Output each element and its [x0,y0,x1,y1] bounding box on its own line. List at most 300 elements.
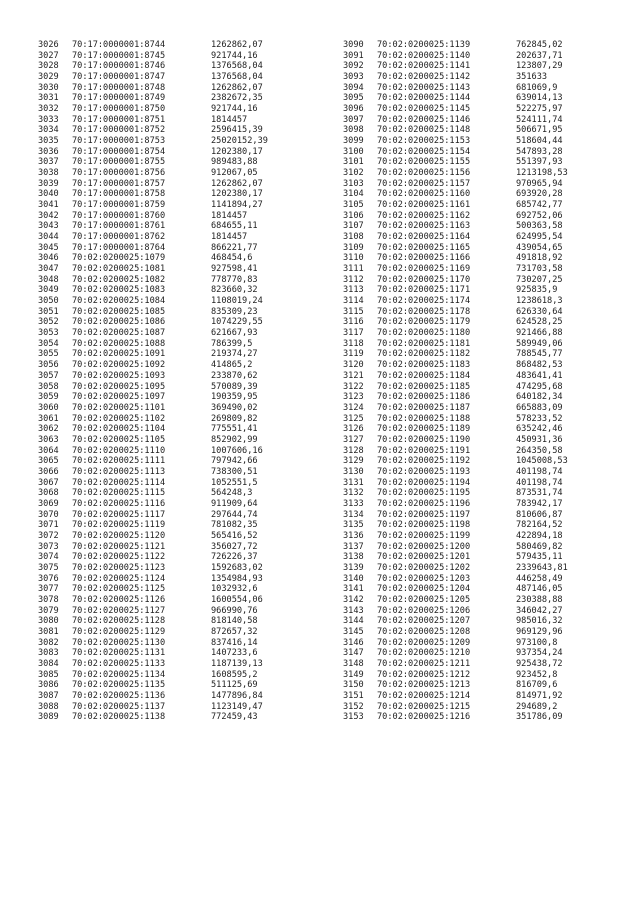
table-row [343,147,613,158]
table-row [38,83,308,94]
cadastral-value: 564248,3 [211,488,253,499]
cadastral-number: 70:02:0200025:1169 [377,264,471,275]
cadastral-number: 70:02:0200025:1128 [72,616,166,627]
cadastral-value: 925438,72 [516,658,563,669]
table-row [343,83,613,94]
cadastral-number: 70:02:0200025:1146 [377,114,471,125]
cadastral-value: 202637,71 [516,50,563,61]
row-number: 3072 [38,530,59,541]
row-number: 3080 [38,616,59,627]
table-row [343,659,613,670]
table-row [38,125,308,136]
table-row [38,168,308,179]
cadastral-value: 693920,28 [516,189,563,200]
row-number: 3054 [38,338,59,349]
cadastral-number: 70:02:0200025:1198 [377,520,471,531]
cadastral-number: 70:02:0200025:1140 [377,50,471,61]
table-row [343,574,613,585]
table-row [343,125,613,136]
cadastral-number: 70:17:0000001:8751 [72,114,166,125]
row-number: 3127 [343,434,364,445]
cadastral-value: 835309,23 [211,306,258,317]
row-number: 3093 [343,72,364,83]
cadastral-value: 1592683,02 [211,562,263,573]
cadastral-number: 70:02:0200025:1088 [72,338,166,349]
row-number: 3075 [38,562,59,573]
row-number: 3128 [343,445,364,456]
cadastral-value: 446258,49 [516,573,563,584]
cadastral-number: 70:02:0200025:1097 [72,392,166,403]
row-number: 3031 [38,93,59,104]
cadastral-value: 401198,74 [516,466,563,477]
cadastral-value: 269809,82 [211,413,258,424]
cadastral-value: 401198,74 [516,477,563,488]
row-number: 3111 [343,264,364,275]
cadastral-number: 70:17:0000001:8752 [72,125,166,136]
cadastral-value: 823660,32 [211,285,258,296]
table-row [343,93,613,104]
cadastral-number: 70:02:0200025:1095 [72,381,166,392]
cadastral-number: 70:02:0200025:1205 [377,594,471,605]
cadastral-value: 966990,76 [211,605,258,616]
row-number: 3028 [38,61,59,72]
table-row [38,51,308,62]
cadastral-number: 70:02:0200025:1209 [377,637,471,648]
row-number: 3055 [38,349,59,360]
table-row [38,712,308,723]
row-number: 3140 [343,573,364,584]
table-row [343,371,613,382]
table-row [343,211,613,222]
cadastral-value: 524111,74 [516,114,563,125]
table-row [343,221,613,232]
cadastral-number: 70:17:0000001:8750 [72,104,166,115]
cadastral-number: 70:02:0200025:1133 [72,658,166,669]
table-row [343,627,613,638]
cadastral-number: 70:02:0200025:1181 [377,338,471,349]
cadastral-value: 1600554,06 [211,594,263,605]
cadastral-value: 818140,58 [211,616,258,627]
cadastral-value: 580469,82 [516,541,563,552]
cadastral-value: 692752,06 [516,210,563,221]
row-number: 3151 [343,690,364,701]
row-number: 3053 [38,328,59,339]
table-row [38,691,308,702]
table-row [343,360,613,371]
row-number: 3129 [343,456,364,467]
cadastral-number: 70:02:0200025:1138 [72,712,166,723]
row-number: 3124 [343,402,364,413]
table-row [343,552,613,563]
cadastral-value: 1007606,16 [211,445,263,456]
row-number: 3048 [38,274,59,285]
cadastral-number: 70:17:0000001:8754 [72,146,166,157]
cadastral-value: 506671,95 [516,125,563,136]
row-number: 3042 [38,210,59,221]
cadastral-number: 70:02:0200025:1091 [72,349,166,360]
table-row [343,72,613,83]
cadastral-value: 969129,96 [516,626,563,637]
table-row [38,563,308,574]
row-number: 3062 [38,424,59,435]
row-number: 3110 [343,253,364,264]
row-number: 3078 [38,594,59,605]
cadastral-value: 450931,36 [516,434,563,445]
cadastral-number: 70:02:0200025:1207 [377,616,471,627]
table-row [38,499,308,510]
cadastral-value: 726226,37 [211,552,258,563]
cadastral-value: 624995,54 [516,232,563,243]
cadastral-number: 70:02:0200025:1116 [72,498,166,509]
row-number: 3125 [343,413,364,424]
cadastral-number: 70:02:0200025:1126 [72,594,166,605]
table-row [38,349,308,360]
row-number: 3039 [38,178,59,189]
cadastral-value: 923452,8 [516,669,558,680]
table-row [38,211,308,222]
table-row [343,520,613,531]
cadastral-value: 500363,58 [516,221,563,232]
table-row [343,648,613,659]
cadastral-value: 422894,18 [516,530,563,541]
cadastral-number: 70:02:0200025:1085 [72,306,166,317]
table-row [343,285,613,296]
cadastral-value: 414865,2 [211,360,253,371]
row-number: 3082 [38,637,59,648]
cadastral-number: 70:02:0200025:1148 [377,125,471,136]
row-number: 3130 [343,466,364,477]
cadastral-value: 1074229,55 [211,317,263,328]
row-number: 3103 [343,178,364,189]
row-number: 3045 [38,242,59,253]
table-row [38,189,308,200]
row-number: 3051 [38,306,59,317]
row-number: 3134 [343,509,364,520]
row-number: 3040 [38,189,59,200]
table-row [343,414,613,425]
table-row [38,595,308,606]
table-row [38,659,308,670]
cadastral-value: 351633 [516,72,548,83]
cadastral-number: 70:02:0200025:1211 [377,658,471,669]
cadastral-number: 70:02:0200025:1215 [377,701,471,712]
cadastral-value: 621667,93 [211,328,258,339]
cadastral-value: 873531,74 [516,488,563,499]
table-row [38,40,308,51]
cadastral-value: 626330,64 [516,306,563,317]
cadastral-value: 937354,24 [516,648,563,659]
row-number: 3084 [38,658,59,669]
cadastral-number: 70:02:0200025:1131 [72,648,166,659]
cadastral-number: 70:02:0200025:1136 [72,690,166,701]
table-row [343,478,613,489]
cadastral-number: 70:17:0000001:8744 [72,40,166,50]
row-number: 3144 [343,616,364,627]
table-row [343,531,613,542]
row-number: 3064 [38,445,59,456]
cadastral-number: 70:02:0200025:1193 [377,466,471,477]
table-row [38,414,308,425]
table-row [343,40,613,51]
cadastral-number: 70:02:0200025:1161 [377,200,471,211]
table-row [343,243,613,254]
cadastral-value: 511125,69 [211,680,258,691]
cadastral-number: 70:02:0200025:1163 [377,221,471,232]
table-row [343,392,613,403]
table-row [38,360,308,371]
row-number: 3152 [343,701,364,712]
cadastral-value: 684655,11 [211,221,258,232]
cadastral-value: 788545,77 [516,349,563,360]
table-column-left [38,40,308,723]
cadastral-number: 70:17:0000001:8753 [72,136,166,147]
cadastral-value: 369490,02 [211,402,258,413]
cadastral-number: 70:02:0200025:1164 [377,232,471,243]
cadastral-number: 70:02:0200025:1114 [72,477,166,488]
row-number: 3037 [38,157,59,168]
row-number: 3149 [343,669,364,680]
cadastral-value: 468454,6 [211,253,253,264]
table-row [343,670,613,681]
row-number: 3136 [343,530,364,541]
cadastral-number: 70:02:0200025:1115 [72,488,166,499]
cadastral-value: 1108019,24 [211,296,263,307]
table-row [343,499,613,510]
cadastral-value: 2339643,81 [516,562,568,573]
table-row [343,328,613,339]
table-row [343,115,613,126]
cadastral-number: 70:02:0200025:1157 [377,178,471,189]
cadastral-value: 264350,58 [516,445,563,456]
cadastral-value: 551397,93 [516,157,563,168]
table-row [343,456,613,467]
table-row [38,285,308,296]
cadastral-number: 70:02:0200025:1144 [377,93,471,104]
cadastral-value: 775551,41 [211,424,258,435]
cadastral-number: 70:02:0200025:1135 [72,680,166,691]
cadastral-number: 70:17:0000001:8762 [72,232,166,243]
cadastral-value: 872657,32 [211,626,258,637]
cadastral-value: 624528,25 [516,317,563,328]
cadastral-number: 70:17:0000001:8755 [72,157,166,168]
table-row [38,435,308,446]
cadastral-value: 1052551,5 [211,477,258,488]
table-row [343,253,613,264]
cadastral-number: 70:02:0200025:1202 [377,562,471,573]
cadastral-value: 810606,87 [516,509,563,520]
table-row [343,488,613,499]
cadastral-value: 522275,97 [516,104,563,115]
cadastral-number: 70:02:0200025:1194 [377,477,471,488]
row-number: 3098 [343,125,364,136]
cadastral-number: 70:02:0200025:1129 [72,626,166,637]
cadastral-value: 912067,05 [211,168,258,179]
cadastral-number: 70:02:0200025:1145 [377,104,471,115]
cadastral-number: 70:02:0200025:1214 [377,690,471,701]
cadastral-number: 70:02:0200025:1134 [72,669,166,680]
table-row [38,510,308,521]
row-number: 3035 [38,136,59,147]
cadastral-value: 487146,05 [516,584,563,595]
table-row [38,253,308,264]
table-row [343,691,613,702]
cadastral-number: 70:17:0000001:8747 [72,72,166,83]
row-number: 3119 [343,349,364,360]
table-row [343,104,613,115]
row-number: 3088 [38,701,59,712]
cadastral-number: 70:02:0200025:1192 [377,456,471,467]
table-row [38,542,308,553]
row-number: 3070 [38,509,59,520]
row-number: 3104 [343,189,364,200]
cadastral-number: 70:02:0200025:1200 [377,541,471,552]
cadastral-number: 70:02:0200025:1122 [72,552,166,563]
row-number: 3073 [38,541,59,552]
cadastral-value: 547893,28 [516,146,563,157]
cadastral-value: 219374,27 [211,349,258,360]
cadastral-number: 70:02:0200025:1142 [377,72,471,83]
cadastral-value: 640182,34 [516,392,563,403]
table-row [38,467,308,478]
row-number: 3121 [343,370,364,381]
cadastral-number: 70:02:0200025:1186 [377,392,471,403]
table-row [343,157,613,168]
cadastral-number: 70:02:0200025:1170 [377,274,471,285]
table-row [38,702,308,713]
table-row [38,72,308,83]
row-number: 3057 [38,370,59,381]
table-row [343,563,613,574]
row-number: 3032 [38,104,59,115]
cadastral-number: 70:02:0200025:1084 [72,296,166,307]
cadastral-number: 70:02:0200025:1130 [72,637,166,648]
cadastral-number: 70:02:0200025:1162 [377,210,471,221]
cadastral-value: 1407233,6 [211,648,258,659]
table-row [38,574,308,585]
cadastral-value: 685742,77 [516,200,563,211]
table-row [343,606,613,617]
cadastral-value: 985016,32 [516,616,563,627]
table-row [38,104,308,115]
cadastral-value: 797942,66 [211,456,258,467]
cadastral-value: 1477896,84 [211,690,263,701]
row-number: 3058 [38,381,59,392]
row-number: 3061 [38,413,59,424]
cadastral-number: 70:02:0200025:1201 [377,552,471,563]
cadastral-value: 814971,92 [516,690,563,701]
row-number: 3105 [343,200,364,211]
cadastral-value: 665883,09 [516,402,563,413]
row-number: 3143 [343,605,364,616]
table-row [38,584,308,595]
cadastral-number: 70:02:0200025:1199 [377,530,471,541]
cadastral-number: 70:02:0200025:1119 [72,520,166,531]
cadastral-number: 70:02:0200025:1210 [377,648,471,659]
cadastral-number: 70:02:0200025:1092 [72,360,166,371]
table-row [38,403,308,414]
cadastral-value: 738300,51 [211,466,258,477]
row-number: 3131 [343,477,364,488]
cadastral-value: 1814457 [211,232,248,243]
cadastral-value: 1202380,17 [211,146,263,157]
cadastral-value: 483641,41 [516,370,563,381]
table-row [343,317,613,328]
cadastral-number: 70:02:0200025:1160 [377,189,471,200]
cadastral-value: 1376568,04 [211,72,263,83]
table-row [38,392,308,403]
cadastral-value: 635242,46 [516,424,563,435]
cadastral-number: 70:02:0200025:1113 [72,466,166,477]
table-row [343,467,613,478]
cadastral-number: 70:02:0200025:1154 [377,146,471,157]
cadastral-number: 70:02:0200025:1155 [377,157,471,168]
table-row [343,307,613,318]
row-number: 3029 [38,72,59,83]
cadastral-value: 1376568,04 [211,61,263,72]
cadastral-number: 70:02:0200025:1182 [377,349,471,360]
table-row [38,648,308,659]
cadastral-number: 70:02:0200025:1190 [377,434,471,445]
row-number: 3081 [38,626,59,637]
cadastral-value: 351786,09 [516,712,563,723]
row-number: 3135 [343,520,364,531]
cadastral-number: 70:02:0200025:1120 [72,530,166,541]
row-number: 3041 [38,200,59,211]
cadastral-number: 70:02:0200025:1213 [377,680,471,691]
row-number: 3109 [343,242,364,253]
cadastral-value: 852902,99 [211,434,258,445]
table-row [38,157,308,168]
row-number: 3050 [38,296,59,307]
cadastral-number: 70:02:0200025:1086 [72,317,166,328]
cadastral-number: 70:02:0200025:1104 [72,424,166,435]
row-number: 3101 [343,157,364,168]
cadastral-number: 70:02:0200025:1081 [72,264,166,275]
row-number: 3148 [343,658,364,669]
row-number: 3085 [38,669,59,680]
cadastral-value: 123807,29 [516,61,563,72]
cadastral-value: 772459,43 [211,712,258,723]
cadastral-value: 579435,11 [516,552,563,563]
table-row [343,595,613,606]
cadastral-number: 70:02:0200025:1206 [377,605,471,616]
table-row [38,147,308,158]
row-number: 3106 [343,210,364,221]
row-number: 3056 [38,360,59,371]
cadastral-number: 70:02:0200025:1183 [377,360,471,371]
cadastral-value: 816709,6 [516,680,558,691]
table-row [38,136,308,147]
table-row [38,264,308,275]
cadastral-value: 570089,39 [211,381,258,392]
cadastral-value: 911909,64 [211,498,258,509]
table-row [343,638,613,649]
row-number: 3046 [38,253,59,264]
row-number: 3074 [38,552,59,563]
row-number: 3138 [343,552,364,563]
table-row [38,670,308,681]
table-row [38,488,308,499]
row-number: 3092 [343,61,364,72]
table-row [38,478,308,489]
table-row [343,264,613,275]
cadastral-number: 70:02:0200025:1185 [377,381,471,392]
row-number: 3117 [343,328,364,339]
cadastral-number: 70:17:0000001:8758 [72,189,166,200]
row-number: 3133 [343,498,364,509]
cadastral-number: 70:02:0200025:1187 [377,402,471,413]
table-row [343,179,613,190]
